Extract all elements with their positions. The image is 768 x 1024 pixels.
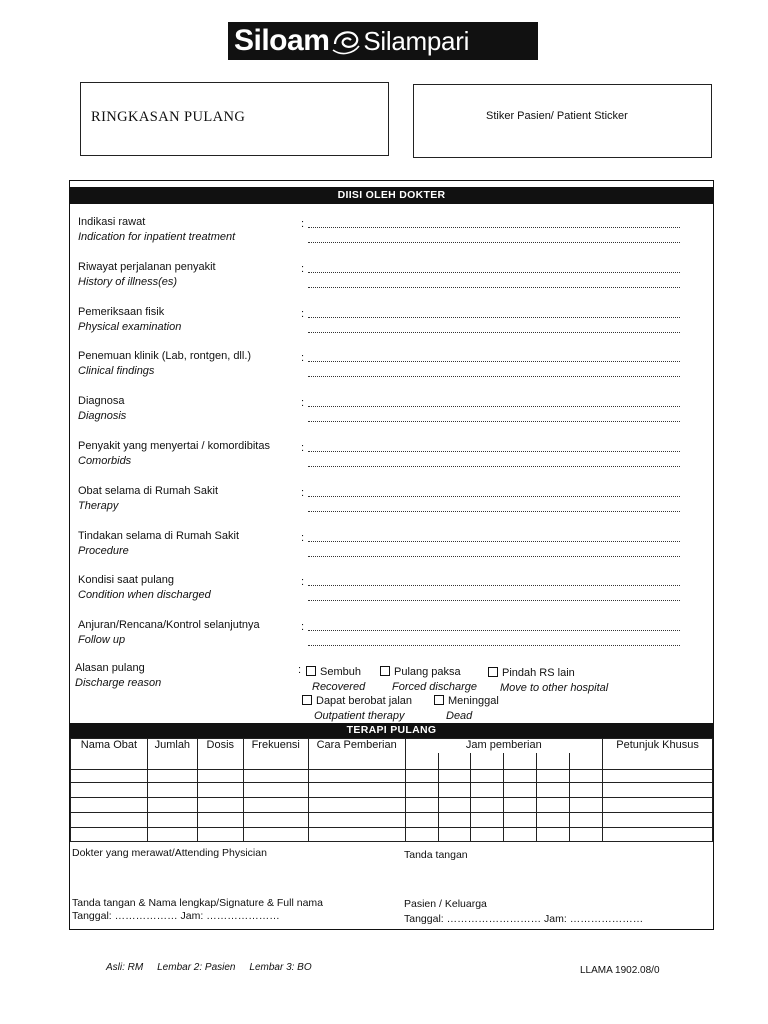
title-box [80, 82, 389, 156]
field-label [78, 305, 181, 335]
answer-line[interactable] [308, 600, 680, 601]
answer-line[interactable] [308, 556, 680, 557]
field-label-en: Procedure [78, 545, 129, 557]
table-cell[interactable] [504, 783, 537, 798]
field-label-en: Follow up [78, 634, 126, 646]
field-label-en: Physical examination [78, 321, 182, 333]
table-cell[interactable] [308, 813, 405, 828]
colon: : [301, 352, 305, 364]
jam-subheader [405, 753, 438, 770]
table-cell[interactable] [147, 783, 197, 798]
swirl-logo-icon [331, 24, 361, 58]
table-cell[interactable] [504, 770, 537, 783]
field-label [78, 260, 216, 290]
table-cell[interactable] [405, 828, 438, 842]
table-cell[interactable] [537, 798, 570, 813]
option-dead[interactable] [434, 694, 499, 724]
form-title: RINGKASAN PULANG [91, 109, 246, 125]
table-cell[interactable] [243, 783, 308, 798]
table-cell[interactable] [308, 783, 405, 798]
option-label: Meninggal [448, 695, 499, 707]
jam-subheader [537, 753, 570, 770]
table-cell[interactable] [438, 770, 471, 783]
field-label-id: Kondisi saat pulang [78, 574, 175, 586]
discharge-form [69, 180, 714, 930]
logo-location: Silampari [363, 25, 470, 56]
checkbox[interactable] [434, 695, 444, 705]
option-label-en: Move to other hospital [500, 682, 609, 694]
table-row [71, 813, 713, 828]
col-petunjuk-khusus: Petunjuk Khusus [603, 739, 713, 770]
field-label-en: History of illness(es) [78, 276, 178, 288]
answer-line[interactable] [308, 630, 680, 631]
table-cell[interactable] [197, 770, 243, 783]
jam-subheader [570, 753, 603, 770]
colon: : [301, 218, 305, 230]
field-label [78, 529, 239, 559]
table-cell[interactable] [243, 813, 308, 828]
table-row [71, 798, 713, 813]
table-cell[interactable] [570, 783, 603, 798]
table-cell[interactable] [471, 770, 504, 783]
option-label: Pindah RS lain [502, 667, 575, 679]
table-cell[interactable] [570, 813, 603, 828]
option-label-en: Dead [446, 710, 473, 722]
table-cell[interactable] [438, 813, 471, 828]
section-header-doctor: DIISI OLEH DOKTER [70, 187, 713, 204]
table-row [71, 783, 713, 798]
checkbox[interactable] [488, 667, 498, 677]
signature-label: Tanda tangan [404, 849, 468, 861]
field-label-id: Diagnosa [78, 395, 125, 407]
answer-line[interactable] [308, 645, 680, 646]
option-outpatient[interactable] [302, 694, 412, 724]
table-cell[interactable] [438, 828, 471, 842]
field-label-en: Clinical findings [78, 365, 155, 377]
table-cell[interactable] [197, 798, 243, 813]
table-cell[interactable] [570, 770, 603, 783]
table-cell[interactable] [537, 813, 570, 828]
answer-line[interactable] [308, 451, 680, 452]
table-cell[interactable] [471, 813, 504, 828]
table-cell[interactable] [405, 798, 438, 813]
answer-line[interactable] [308, 272, 680, 273]
table-cell[interactable] [405, 770, 438, 783]
table-cell[interactable] [71, 770, 148, 783]
patient-sticker-box [413, 84, 712, 158]
answer-line[interactable] [308, 541, 680, 542]
table-cell[interactable] [603, 813, 713, 828]
form-code: LLAMA 1902.08/0 [580, 965, 660, 976]
table-cell[interactable] [438, 783, 471, 798]
col-nama-obat: Nama Obat [71, 739, 148, 770]
option-label: Pulang paksa [394, 666, 461, 678]
field-label [78, 573, 211, 603]
table-cell[interactable] [471, 828, 504, 842]
field-label-en: Therapy [78, 500, 119, 512]
field-label [78, 394, 126, 424]
discharge-reason-en: Discharge reason [75, 677, 162, 689]
field-label-id: Riwayat perjalanan penyakit [78, 261, 216, 273]
table-cell[interactable] [147, 770, 197, 783]
table-cell[interactable] [308, 828, 405, 842]
field-label-id: Anjuran/Rencana/Kontrol selanjutnya [78, 619, 260, 631]
option-label: Sembuh [320, 666, 361, 678]
discharge-reason-label [75, 661, 161, 691]
answer-line[interactable] [308, 227, 680, 228]
answer-line[interactable] [308, 466, 680, 467]
jam-subheader [504, 753, 537, 770]
answer-line[interactable] [308, 317, 680, 318]
date-time-left[interactable]: Tanggal: ……………… Jam: ………………… [72, 910, 280, 922]
field-label-en: Diagnosis [78, 410, 127, 422]
table-cell[interactable] [308, 798, 405, 813]
table-cell[interactable] [504, 828, 537, 842]
colon: : [301, 397, 305, 409]
colon: : [301, 487, 305, 499]
option-recovered[interactable] [306, 665, 365, 695]
option-label-en: Recovered [312, 681, 366, 693]
table-cell[interactable] [308, 770, 405, 783]
field-label-en: Comorbids [78, 455, 132, 467]
answer-line[interactable] [308, 511, 680, 512]
field-label-id: Pemeriksaan fisik [78, 306, 165, 318]
colon: : [298, 664, 302, 676]
date-time-right[interactable]: Tanggal: ……………………… Jam: ………………… [404, 913, 644, 925]
table-cell[interactable] [471, 783, 504, 798]
table-cell[interactable] [438, 798, 471, 813]
table-cell[interactable] [71, 798, 148, 813]
table-cell[interactable] [147, 828, 197, 842]
jam-subheader [471, 753, 504, 770]
field-label [78, 484, 218, 514]
col-cara-pemberian: Cara Pemberian [308, 739, 405, 770]
jam-subheader [438, 753, 471, 770]
field-label-id: Obat selama di Rumah Sakit [78, 485, 219, 497]
table-cell[interactable] [471, 798, 504, 813]
checkbox[interactable] [306, 666, 316, 676]
field-label [78, 349, 251, 379]
field-label-id: Penyakit yang menyertai / komordibitas [78, 440, 270, 452]
field-label-id: Tindakan selama di Rumah Sakit [78, 530, 240, 542]
field-label-en: Condition when discharged [78, 589, 211, 601]
sticker-label: Stiker Pasien/ Patient Sticker [486, 110, 628, 122]
col-jumlah: Jumlah [147, 739, 197, 770]
table-cell[interactable] [405, 813, 438, 828]
col-frekuensi: Frekuensi [243, 739, 308, 770]
colon: : [301, 532, 305, 544]
table-cell[interactable] [71, 813, 148, 828]
therapy-rows [71, 770, 713, 842]
logo-brand: Siloam [234, 24, 330, 57]
hospital-logo [228, 22, 538, 60]
copy-distribution: Asli: RM Lembar 2: Pasien Lembar 3: BO [106, 962, 312, 973]
answer-line[interactable] [308, 496, 680, 497]
table-cell[interactable] [147, 798, 197, 813]
table-cell[interactable] [570, 798, 603, 813]
table-row [71, 828, 713, 842]
option-label-en: Outpatient therapy [314, 710, 405, 722]
answer-line[interactable] [308, 287, 680, 288]
answer-line[interactable] [308, 332, 680, 333]
option-label: Dapat berobat jalan [316, 695, 413, 707]
table-cell[interactable] [570, 828, 603, 842]
attending-physician-label: Dokter yang merawat/Attending Physician [72, 847, 267, 859]
option-move-hospital[interactable] [488, 666, 608, 696]
table-cell[interactable] [537, 783, 570, 798]
option-label-en: Forced discharge [392, 681, 477, 693]
table-cell[interactable] [504, 813, 537, 828]
table-cell[interactable] [243, 770, 308, 783]
field-label-en: Indication for inpatient treatment [78, 231, 236, 243]
table-cell[interactable] [603, 798, 713, 813]
answer-line[interactable] [308, 242, 680, 243]
table-cell[interactable] [537, 770, 570, 783]
table-cell[interactable] [71, 783, 148, 798]
table-cell[interactable] [603, 828, 713, 842]
table-cell[interactable] [197, 813, 243, 828]
answer-line[interactable] [308, 406, 680, 407]
table-cell[interactable] [243, 828, 308, 842]
signature-fullname-label: Tanda tangan & Nama lengkap/Signature & Full nama [72, 897, 323, 909]
table-cell[interactable] [197, 783, 243, 798]
field-label-id: Penemuan klinik (Lab, rontgen, dll.) [78, 350, 252, 362]
patient-family-label: Pasien / Keluarga [404, 898, 487, 910]
section-header-therapy: TERAPI PULANG [70, 723, 713, 738]
answer-line[interactable] [308, 376, 680, 377]
answer-line[interactable] [308, 361, 680, 362]
colon: : [301, 308, 305, 320]
colon: : [301, 576, 305, 588]
colon: : [301, 621, 305, 633]
field-label [78, 215, 235, 245]
col-dosis: Dosis [197, 739, 243, 770]
option-forced-discharge[interactable] [380, 665, 477, 695]
table-cell[interactable] [603, 770, 713, 783]
table-cell[interactable] [197, 828, 243, 842]
colon: : [301, 442, 305, 454]
therapy-table [70, 738, 713, 842]
table-cell[interactable] [405, 783, 438, 798]
col-jam-pemberian: Jam pemberian [405, 739, 603, 753]
table-row [71, 770, 713, 783]
discharge-reason-id: Alasan pulang [75, 662, 145, 674]
field-label [78, 439, 270, 469]
table-cell[interactable] [71, 828, 148, 842]
checkbox[interactable] [380, 666, 390, 676]
table-cell[interactable] [147, 813, 197, 828]
field-label-id: Indikasi rawat [78, 216, 146, 228]
table-cell[interactable] [603, 783, 713, 798]
table-cell[interactable] [537, 828, 570, 842]
answer-line[interactable] [308, 585, 680, 586]
table-cell[interactable] [243, 798, 308, 813]
table-cell[interactable] [504, 798, 537, 813]
answer-line[interactable] [308, 421, 680, 422]
checkbox[interactable] [302, 695, 312, 705]
colon: : [301, 263, 305, 275]
field-label [78, 618, 260, 648]
